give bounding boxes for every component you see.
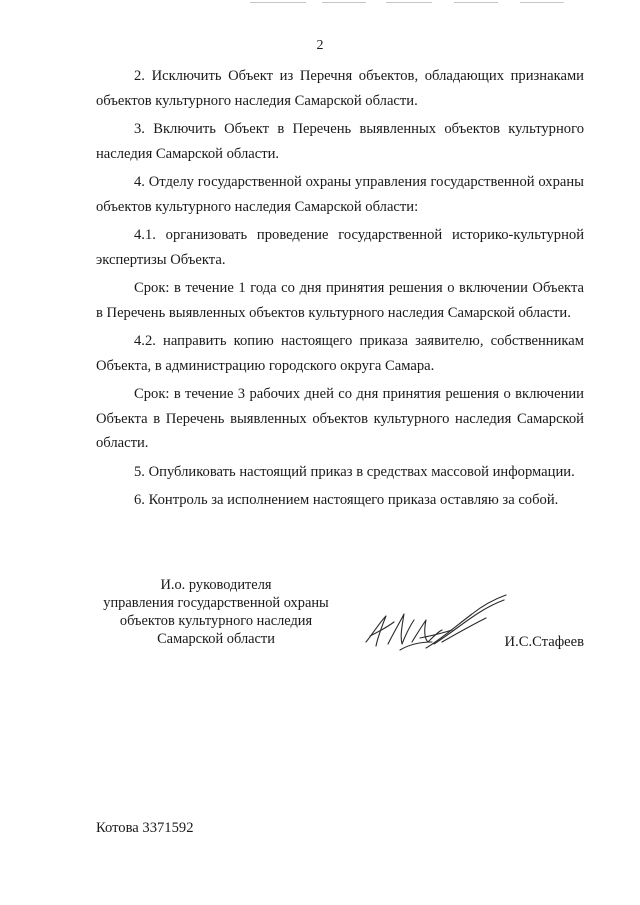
scan-header-marks: [250, 0, 590, 6]
paragraph-item-4: 4. Отделу государственной охраны управления государственной охраны объектов культурного наследия Самарской области:: [96, 174, 584, 215]
paragraph-item-6: 6. Контроль за исполнением настоящего приказа оставляю за собой.: [134, 492, 559, 508]
paragraph-item-3: 3. Включить Объект в Перечень выявленных объектов культурного наследия Самарской области.: [96, 121, 584, 162]
document-body: [96, 64, 584, 517]
deadline-4-1: Срок: в течение 1 года со дня принятия решения о включении Объекта в Перечень выявленных объектов культурного наследия Самарской области.: [96, 280, 584, 321]
executor-contact: Котова 3371592: [96, 820, 194, 836]
page-number: 2: [316, 38, 324, 53]
deadline-4-2: Срок: в течение 3 рабочих дней со дня принятия решения о включении Объекта в Перечень выявленных объектов культурного наследия Самарской области.: [96, 386, 584, 451]
paragraph-item-4-1: 4.1. организовать проведение государственной историко-культурной экспертизы Объекта.: [96, 227, 584, 268]
position-line: И.о. руководителя: [160, 577, 272, 593]
position-line: объектов культурного наследия: [119, 613, 313, 629]
position-line: Самарской области: [157, 631, 275, 647]
paragraph-item-2: 2. Исключить Объект из Перечня объектов, обладающих признаками объектов культурного наследия Самарской области.: [96, 68, 584, 109]
paragraph-item-4-2: 4.2. направить копию настоящего приказа заявителю, собственникам Объекта, в администрацию городского округа Самара.: [96, 333, 584, 374]
signer-name: И.С.Стафеев: [504, 634, 584, 650]
signatory-position: [96, 576, 336, 648]
paragraph-item-5: 5. Опубликовать настоящий приказ в средствах массовой информации.: [134, 463, 575, 480]
position-line: управления государственной охраны: [103, 595, 329, 611]
